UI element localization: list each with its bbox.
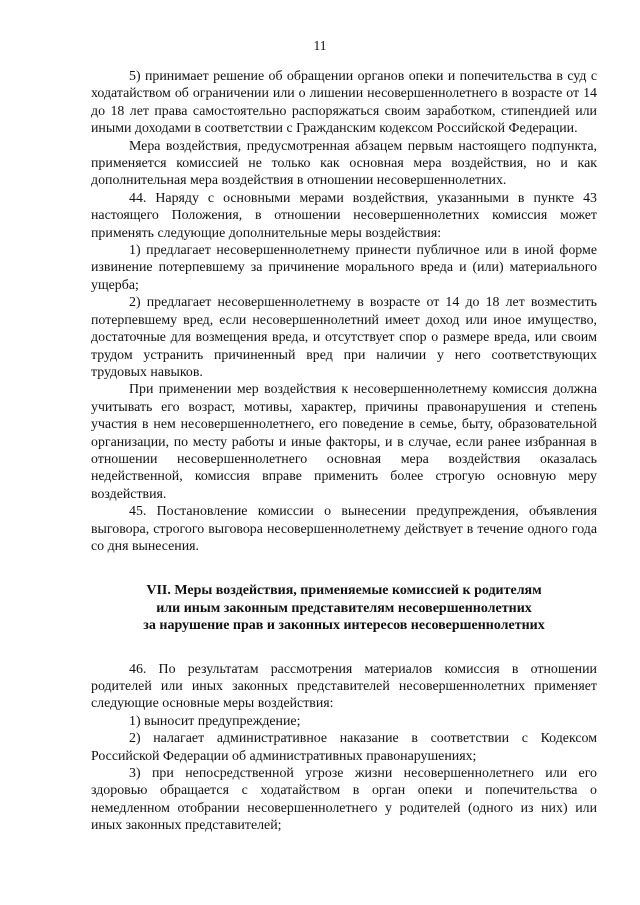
paragraph-clause-46: 46. По результатам рассмотрения материалов комиссия в отношении родителей или иных законных представителей несовершеннолетних применяет следующие основные меры воздействия: — [91, 661, 597, 712]
page-number: 11 — [313, 38, 327, 53]
paragraph-clause-46-item-1: 1) выносит предупреждение; — [129, 713, 301, 729]
paragraph-clause-46-item-3: 3) при непосредственной угрозе жизни несовершеннолетнего или его здоровью обращается с ходатайством в орган опеки и попечительства о немедленном отобрании несовершеннолетнего у родителей (одного из них) или иных законных представителей; — [91, 766, 597, 834]
document-body — [91, 68, 597, 835]
paragraph-clause-46-item-2: 2) налагает административное наказание в соответствии с Кодексом Российской Федерации об административных правонарушениях; — [91, 731, 597, 764]
section-heading — [91, 582, 597, 634]
section-heading-line-1: VII. Меры воздействия, применяемые комиссией к родителям — [146, 583, 542, 599]
section-heading-line-3: за нарушение прав и законных интересов несовершеннолетних — [143, 618, 545, 634]
paragraph-application-rules: При применении мер воздействия к несовершеннолетнему комиссия должна учитывать его возраст, мотивы, характер, причины правонарушения и степень участия в нем несовершеннолетнего, его поведение в семье, быту, образовательной организации, по месту работы и иные факторы, и в случае, если ранее избранная в отношении несовершеннолетнего основная мера воздействия оказалась недейственной, комиссия вправе применить более строгую основную меру воздействия. — [91, 382, 597, 502]
paragraph-measure-note: Мера воздействия, предусмотренная абзацем первым настоящего подпункта, применяется комиссией не только как основная мера воздействия, но и как дополнительная мера воздействия в отношении несовершеннолетних. — [91, 138, 597, 189]
paragraph-clause-44-item-1: 1) предлагает несовершеннолетнему принести публичное или в иной форме извинение потерпевшему за причинение морального вреда и (или) материального ущерба; — [91, 243, 597, 293]
paragraph-clause-44-item-2: 2) предлагает несовершеннолетнему в возрасте от 14 до 18 лет возместить потерпевшему вред, если несовершеннолетний имеет доход или иное имущество, достаточные для возмещения вреда, и отсутствует спор о размере вреда, или своим трудом устранить причиненный вред при наличии у него соответствующих трудовых навыков. — [91, 295, 597, 380]
section-heading-line-2: или иным законным представителям несовершеннолетних — [156, 600, 532, 616]
paragraph-clause-45: 45. Постановление комиссии о вынесении предупреждения, объявления выговора, строгого выговора несовершеннолетнему действует в течение одного года со дня вынесения. — [91, 504, 597, 554]
paragraph-clause-44: 44. Наряду с основными мерами воздействия, указанными в пункте 43 настоящего Положения, в отношении несовершеннолетних комиссия может применять следующие дополнительные меры воздействия: — [91, 190, 597, 241]
paragraph-item-5: 5) принимает решение об обращении органов опеки и попечительства в суд с ходатайством об ограничении или о лишении несовершеннолетнего в возрасте от 14 до 18 лет права самостоятельно распоряжаться своим заработком, стипендией или иными доходами в соответствии с Гражданским кодексом Российской Федерации. — [91, 69, 597, 137]
